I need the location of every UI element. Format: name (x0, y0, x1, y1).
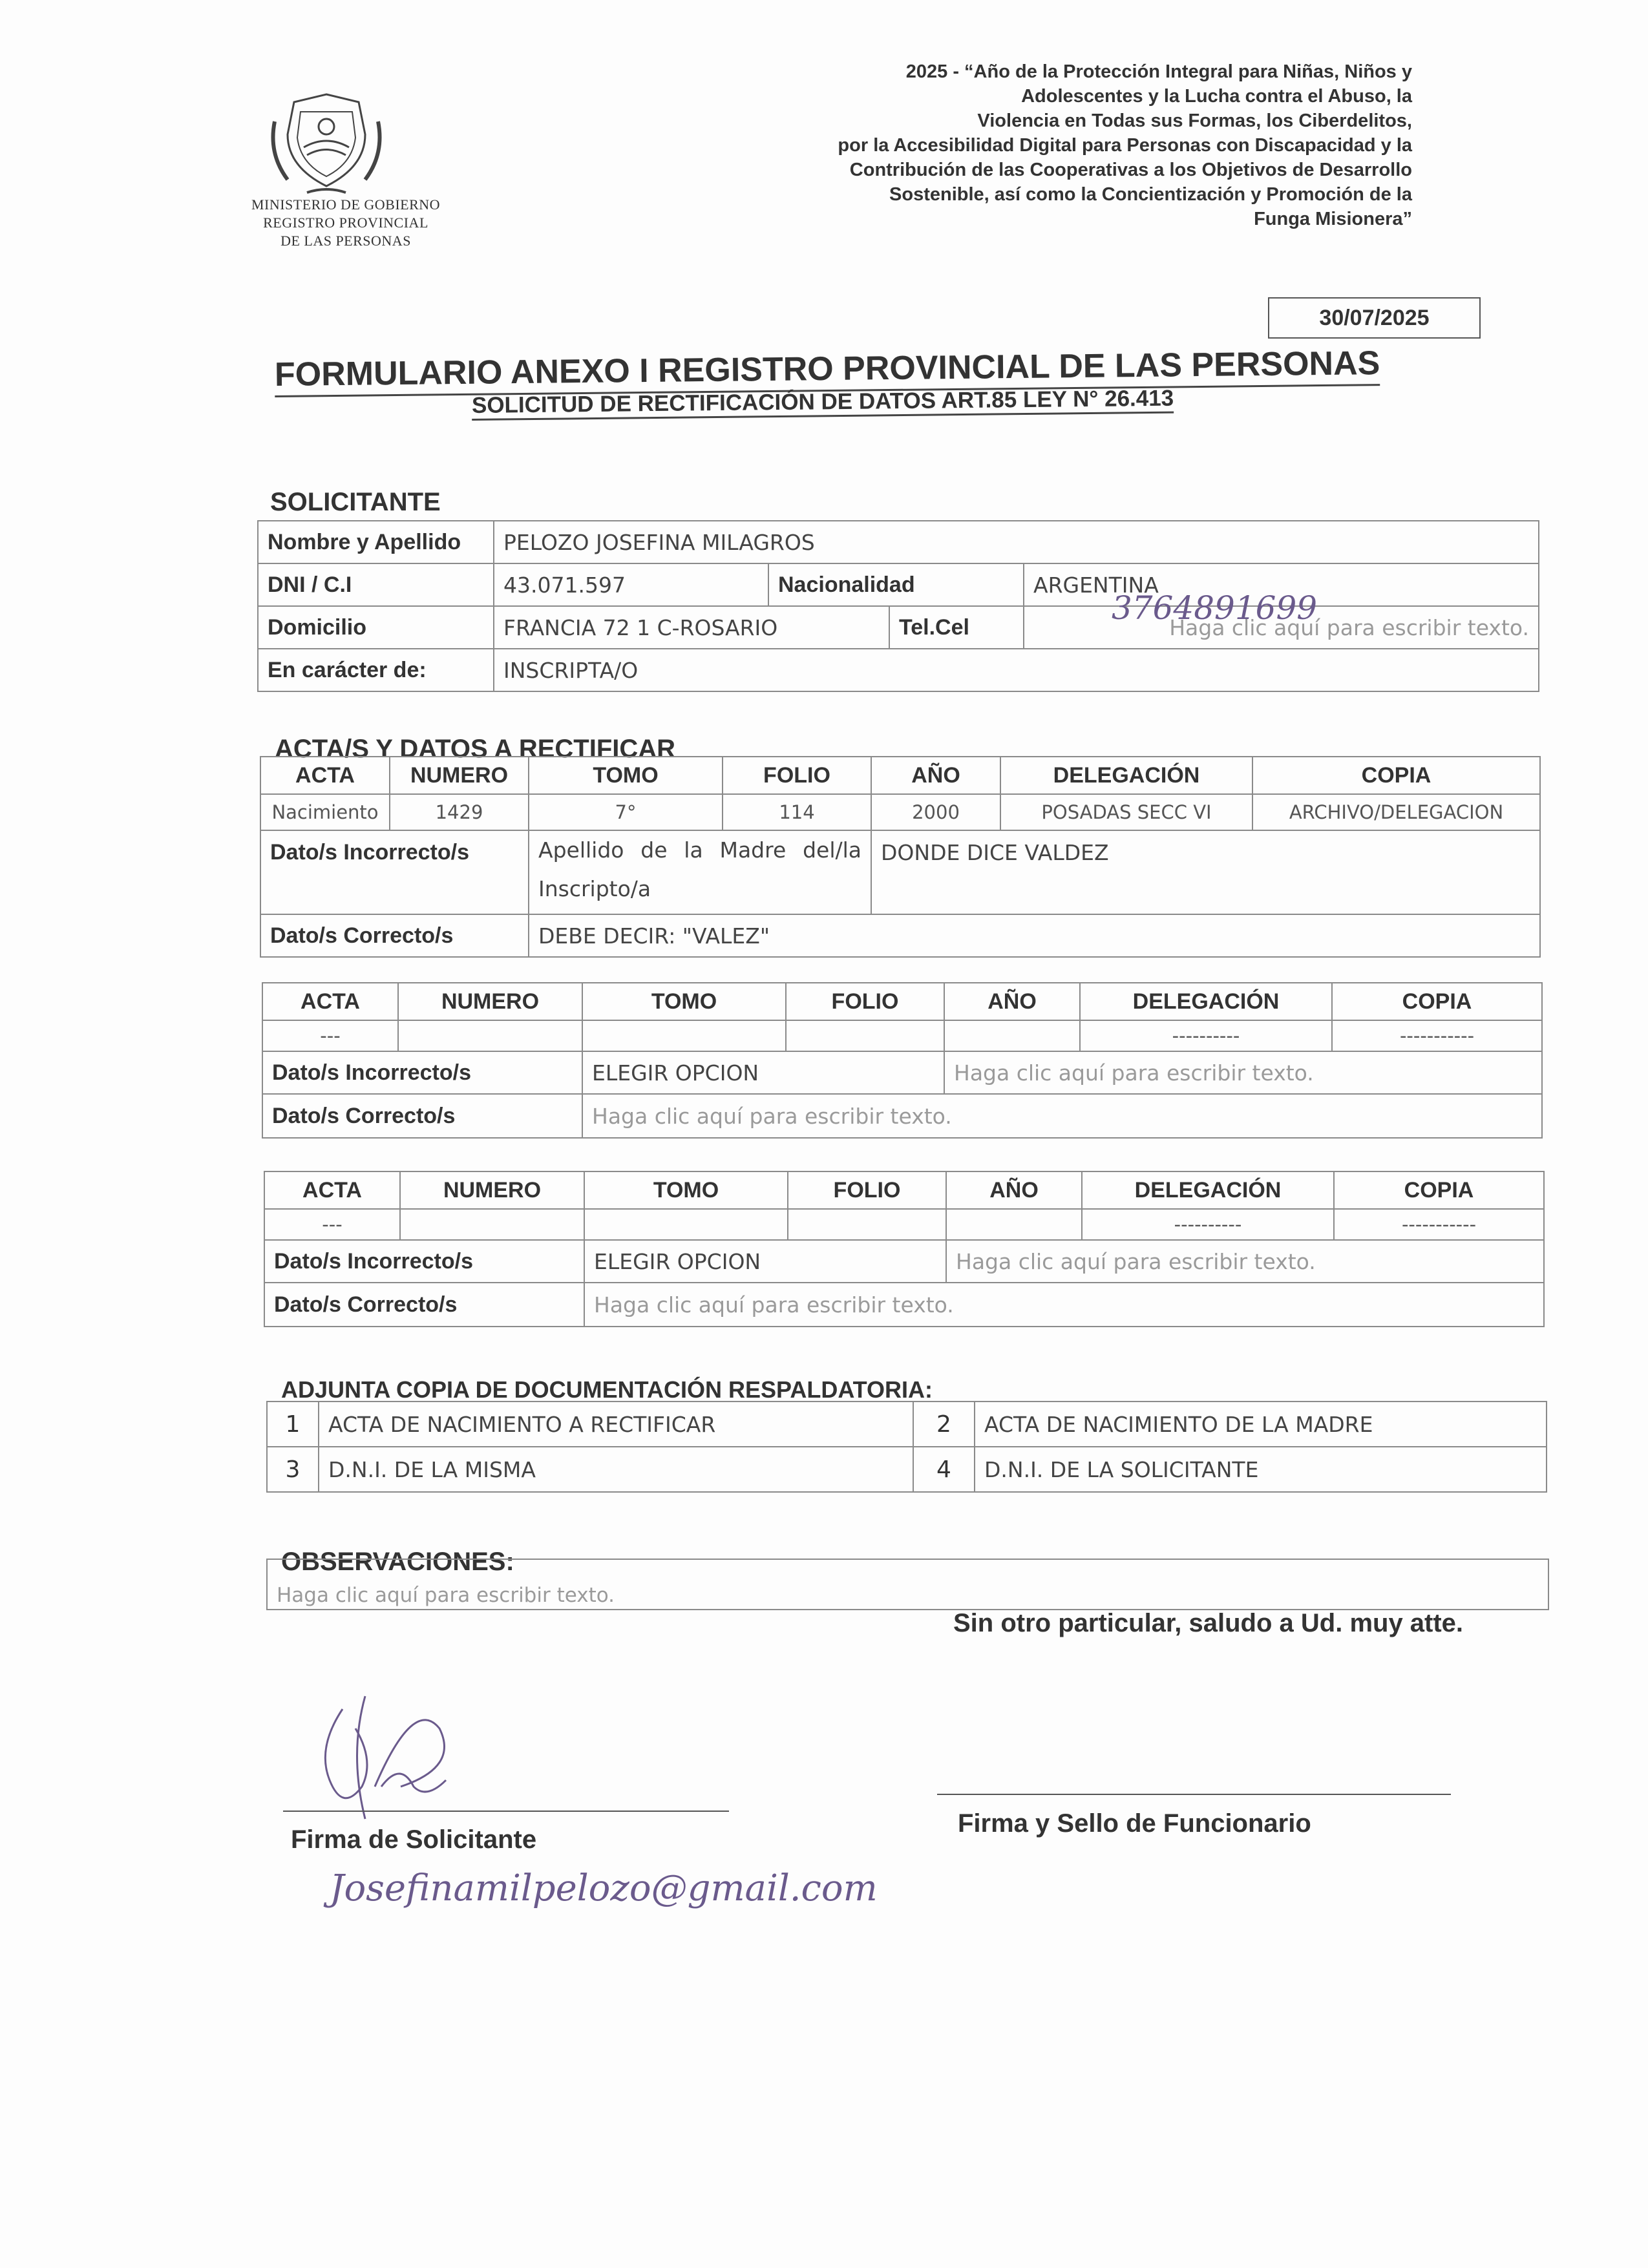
incorrect-text-field[interactable]: DONDE DICE VALDEZ (871, 830, 1540, 914)
domicilio-field[interactable]: FRANCIA 72 1 C-ROSARIO (494, 606, 889, 649)
incorrect-label: Dato/s Incorrecto/s (260, 830, 529, 914)
incorrect-option-select[interactable]: ELEGIR OPCION (584, 1240, 946, 1283)
correct-label: Dato/s Correcto/s (264, 1283, 584, 1327)
motto-line: 2025 - “Año de la Protección Integral para Niñas, Niños y (905, 61, 1412, 82)
closing-text: Sin otro particular, saludo a Ud. muy atte. (953, 1609, 1464, 1637)
tel-field[interactable]: Haga clic aquí para escribir texto. (1024, 606, 1539, 649)
form-subtitle: SOLICITUD DE RECTIFICACIÓN DE DATOS ART.85 LEY N° 26.413 (472, 386, 1174, 421)
ministry-line-2: REGISTRO PROVINCIAL (263, 215, 428, 231)
incorrect-text-field[interactable]: Haga clic aquí para escribir texto. (944, 1051, 1542, 1094)
incorrect-text-field[interactable]: Haga clic aquí para escribir texto. (946, 1240, 1544, 1283)
nacionalidad-field[interactable]: ARGENTINA (1024, 563, 1539, 606)
col-folio: FOLIO (788, 1171, 946, 1209)
solicitante-table (257, 520, 1539, 692)
motto-line: Sostenible, así como la Concientización y Promoción de la (889, 184, 1412, 205)
col-tomo: TOMO (582, 983, 786, 1020)
col-numero: NUMERO (398, 983, 582, 1020)
solicitante-section-title: SOLICITANTE (270, 488, 441, 516)
incorrect-label: Dato/s Incorrecto/s (264, 1240, 584, 1283)
correct-text-field[interactable]: DEBE DECIR: "VALEZ" (529, 914, 1540, 957)
col-numero: NUMERO (390, 757, 529, 794)
delegacion-select[interactable]: ---------- (1082, 1209, 1334, 1240)
date-field[interactable]: 30/07/2025 (1268, 297, 1481, 339)
motto-line: Funga Misionera” (1254, 209, 1412, 229)
attachment-item[interactable]: D.N.I. DE LA MISMA (319, 1447, 913, 1492)
motto-line: Violencia en Todas sus Formas, los Ciberdelitos, (977, 110, 1412, 131)
col-delegacion: DELEGACIÓN (1000, 757, 1252, 794)
incorrect-option-select[interactable]: Apellido de la Madre del/la Inscripto/a (529, 830, 871, 914)
copia-select[interactable]: ----------- (1334, 1209, 1544, 1240)
attachment-item[interactable]: ACTA DE NACIMIENTO A RECTIFICAR (319, 1402, 913, 1447)
col-folio: FOLIO (723, 757, 871, 794)
correct-text-field[interactable]: Haga clic aquí para escribir texto. (582, 1094, 1542, 1138)
incorrect-label: Dato/s Incorrecto/s (262, 1051, 582, 1094)
attachment-number: 1 (267, 1402, 319, 1447)
handwritten-phone: 3764891699 (1112, 589, 1318, 627)
col-acta: ACTA (260, 757, 390, 794)
folio-field[interactable] (788, 1209, 946, 1240)
col-anio: AÑO (944, 983, 1080, 1020)
tomo-field[interactable] (582, 1020, 786, 1051)
attachment-item[interactable]: D.N.I. DE LA SOLICITANTE (975, 1447, 1547, 1492)
anio-field[interactable]: 2000 (871, 794, 1000, 830)
col-acta: ACTA (264, 1171, 400, 1209)
caracter-field[interactable]: INSCRIPTA/O (494, 649, 1539, 691)
attachment-number: 4 (913, 1447, 975, 1492)
acta-block-1 (260, 756, 1541, 958)
acta-type-select[interactable]: Nacimiento (260, 794, 390, 830)
tomo-field[interactable]: 7° (529, 794, 723, 830)
copia-select[interactable]: ARCHIVO/DELEGACION (1252, 794, 1540, 830)
ministry-line-1: MINISTERIO DE GOBIERNO (251, 196, 441, 213)
anio-field[interactable] (944, 1020, 1080, 1051)
nombre-field[interactable]: PELOZO JOSEFINA MILAGROS (494, 521, 1539, 563)
province-crest-logo (262, 83, 391, 196)
adjunta-table (266, 1401, 1547, 1493)
year-motto (717, 59, 1412, 231)
attachment-number: 2 (913, 1402, 975, 1447)
acta-type-select[interactable]: --- (264, 1209, 400, 1240)
dni-label: DNI / C.I (258, 563, 494, 606)
folio-field[interactable]: 114 (723, 794, 871, 830)
adjunta-section-title: ADJUNTA COPIA DE DOCUMENTACIÓN RESPALDATORIA: (281, 1376, 933, 1403)
ministry-line-3: DE LAS PERSONAS (280, 233, 411, 249)
motto-line: Adolescentes y la Lucha contra el Abuso, la (1021, 86, 1412, 107)
nacionalidad-label: Nacionalidad (768, 563, 1024, 606)
observaciones-table (266, 1559, 1549, 1610)
col-anio: AÑO (871, 757, 1000, 794)
attachment-item[interactable]: ACTA DE NACIMIENTO DE LA MADRE (975, 1402, 1547, 1447)
folio-field[interactable] (786, 1020, 944, 1051)
numero-field[interactable] (398, 1020, 582, 1051)
solicitante-signature-line (283, 1811, 729, 1812)
col-delegacion: DELEGACIÓN (1080, 983, 1332, 1020)
motto-line: por la Accesibilidad Digital para Personas con Discapacidad y la (838, 135, 1412, 156)
anio-field[interactable] (946, 1209, 1082, 1240)
motto-line: Contribución de las Cooperativas a los Objetivos de Desarrollo (849, 160, 1412, 180)
attachment-number: 3 (267, 1447, 319, 1492)
col-folio: FOLIO (786, 983, 944, 1020)
correct-text-field[interactable]: Haga clic aquí para escribir texto. (584, 1283, 1544, 1327)
form-title: FORMULARIO ANEXO I REGISTRO PROVINCIAL DE LAS PERSONAS (275, 344, 1380, 397)
incorrect-option-select[interactable]: ELEGIR OPCION (582, 1051, 944, 1094)
solicitante-signature-label: Firma de Solicitante (291, 1825, 537, 1854)
dni-field[interactable]: 43.071.597 (494, 563, 768, 606)
delegacion-select[interactable]: POSADAS SECC VI (1000, 794, 1252, 830)
acta-type-select[interactable]: --- (262, 1020, 398, 1051)
col-copia: COPIA (1332, 983, 1542, 1020)
col-numero: NUMERO (400, 1171, 584, 1209)
observaciones-top-line (267, 1559, 1548, 1581)
actas-section-title: ACTA/S Y DATOS A RECTIFICAR (275, 735, 676, 763)
domicilio-label: Domicilio (258, 606, 494, 649)
acta-block-3 (264, 1171, 1545, 1327)
numero-field[interactable]: 1429 (390, 794, 529, 830)
col-copia: COPIA (1334, 1171, 1544, 1209)
col-tomo: TOMO (529, 757, 723, 794)
funcionario-signature-label: Firma y Sello de Funcionario (958, 1809, 1311, 1838)
col-tomo: TOMO (584, 1171, 788, 1209)
signature-scribble (304, 1690, 485, 1845)
correct-label: Dato/s Correcto/s (260, 914, 529, 957)
nombre-label: Nombre y Apellido (258, 521, 494, 563)
handwritten-email: Josefinamilpelozo@gmail.com (330, 1867, 878, 1909)
acta-block-2 (262, 982, 1543, 1139)
tomo-field[interactable] (584, 1209, 788, 1240)
delegacion-select[interactable]: ---------- (1080, 1020, 1332, 1051)
observaciones-section-title: OBSERVACIONES: (281, 1548, 514, 1576)
numero-field[interactable] (400, 1209, 584, 1240)
caracter-label: En carácter de: (258, 649, 494, 691)
tel-label: Tel.Cel (889, 606, 1024, 649)
copia-select[interactable]: ----------- (1332, 1020, 1542, 1051)
correct-label: Dato/s Correcto/s (262, 1094, 582, 1138)
col-acta: ACTA (262, 983, 398, 1020)
col-anio: AÑO (946, 1171, 1082, 1209)
col-copia: COPIA (1252, 757, 1540, 794)
observaciones-field[interactable]: Haga clic aquí para escribir texto. (267, 1581, 1548, 1610)
col-delegacion: DELEGACIÓN (1082, 1171, 1334, 1209)
funcionario-signature-line (937, 1794, 1451, 1795)
